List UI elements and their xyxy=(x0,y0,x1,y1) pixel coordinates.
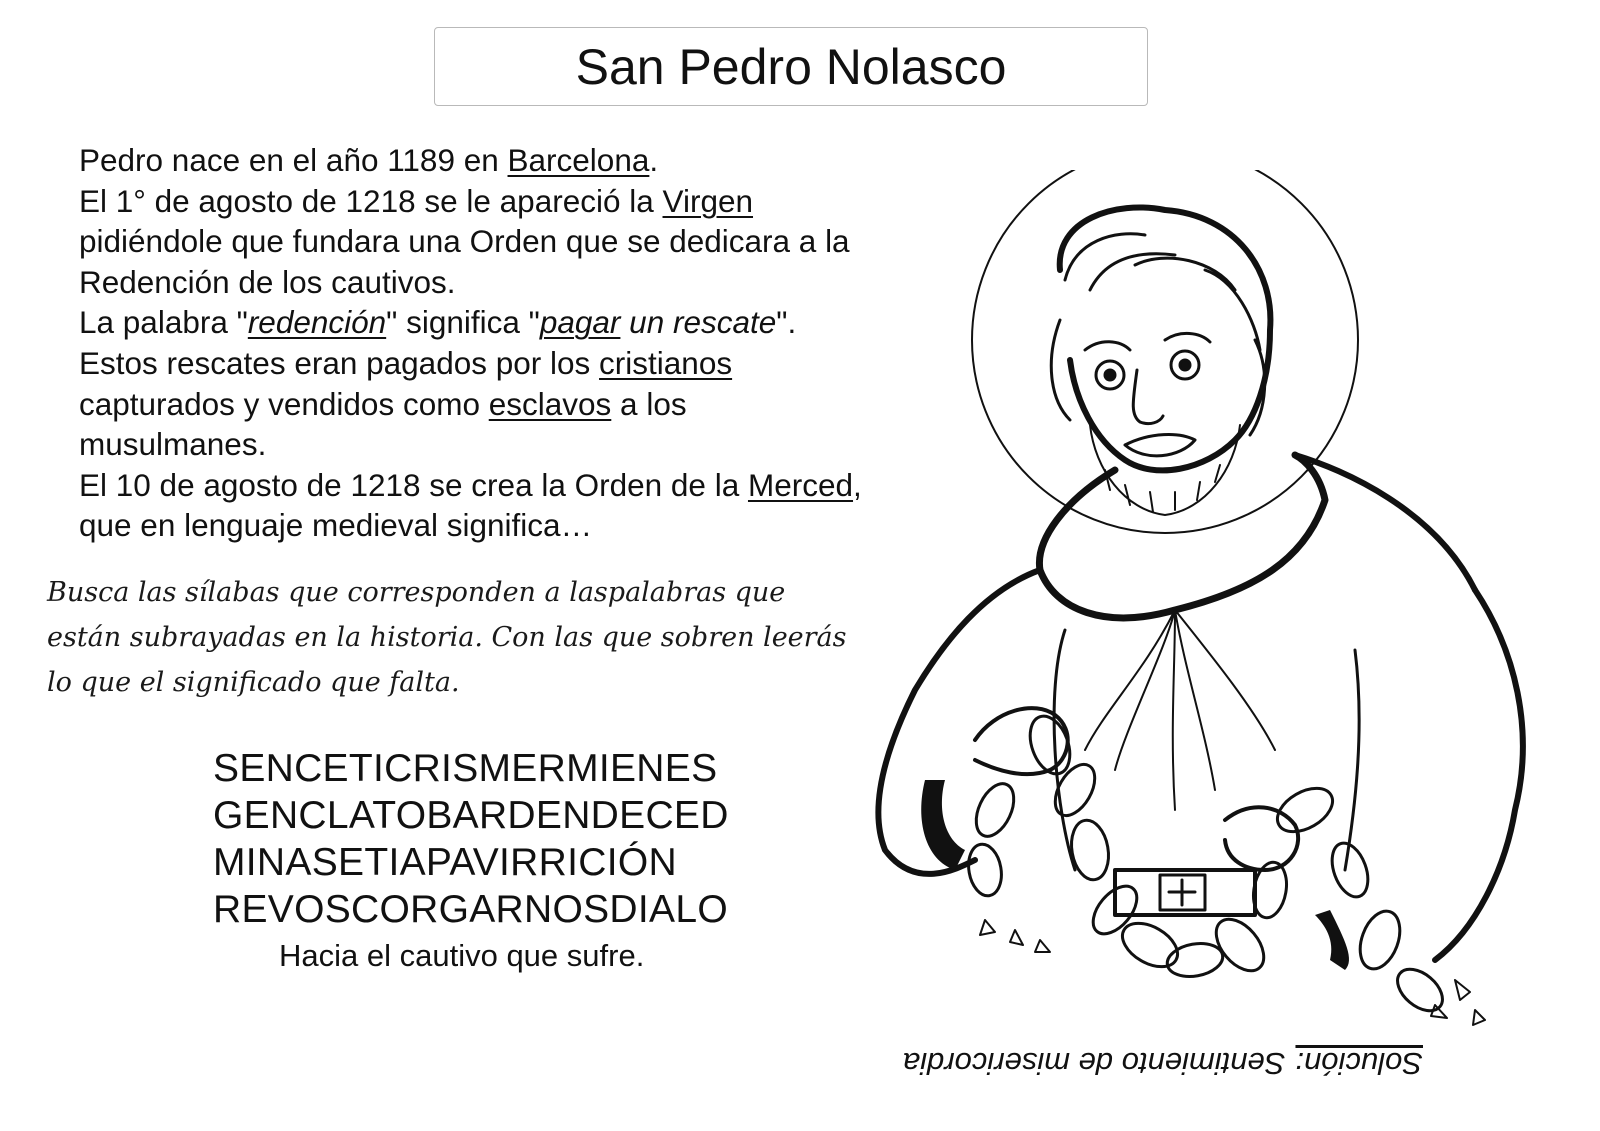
puzzle-row: GENCLATOBARDENDECED xyxy=(213,794,729,837)
story-line-3: pidiéndole que fundara una Orden que se dedicara a la xyxy=(79,223,850,260)
robe xyxy=(878,570,1040,874)
story-text-segment: El 1° de agosto de 1218 se le apareció la xyxy=(79,182,663,219)
story-line-7 xyxy=(79,384,1009,425)
story-text-segment: Pedro nace en el año 1189 en xyxy=(79,142,508,178)
story-text-segment: Estos rescates eran pagados por los xyxy=(79,344,600,381)
story-line-1 xyxy=(79,140,1009,181)
answer-text: Hacia el cautivo que sufre. xyxy=(279,938,645,973)
halo xyxy=(972,170,1358,533)
underlined-word-esclavos: esclavos xyxy=(488,385,612,422)
story-line-2 xyxy=(79,181,1009,222)
puzzle-row: MINASETIAPAVIRRICIÓN xyxy=(213,841,677,884)
instructions-line-1: Busca las sílabas que corresponden a laspalabras que xyxy=(47,577,786,608)
underlined-word-virgen: Virgen xyxy=(662,182,754,219)
puzzle-row: REVOSCORGARNOSDIALO xyxy=(213,888,728,931)
story-text-segment: un rescate xyxy=(620,304,777,341)
story-line-4: Redención de los cautivos. xyxy=(79,263,456,300)
page-title: San Pedro Nolasco xyxy=(575,38,1007,95)
story-text-segment: El 10 de agosto de 1218 se crea la Orden de la xyxy=(79,466,748,503)
instructions-line-2: están subrayadas en la historia. Con las que sobren leerás xyxy=(47,622,847,653)
hood xyxy=(1039,455,1325,618)
underlined-word-merced: Merced xyxy=(747,466,854,503)
title-box xyxy=(434,27,1148,106)
right-hand xyxy=(1225,807,1298,870)
story-line-9 xyxy=(79,465,1009,506)
story-text-segment: La palabra " xyxy=(79,304,248,341)
story-line-10: que en lenguaje medieval significa… xyxy=(79,507,593,544)
story-text-segment: a los xyxy=(611,385,687,422)
story-text-segment: . xyxy=(649,142,659,178)
underlined-word-redencion: redención xyxy=(247,304,387,341)
story-text-segment: capturados y vendidos como xyxy=(79,385,489,422)
puzzle-row: SENCETICRISMERMIENES xyxy=(213,747,718,790)
underlined-word-cristianos: cristianos xyxy=(599,344,733,381)
story-line-8: musulmanes. xyxy=(79,426,267,463)
solution-text: Sentimiento de misericordia xyxy=(902,1046,1286,1081)
instructions-line-3: lo que el significado que falta. xyxy=(47,667,460,698)
instructions xyxy=(47,570,927,705)
saint-peter-nolasco-illustration xyxy=(875,170,1600,1050)
story-line-5 xyxy=(79,302,1009,343)
story-text xyxy=(79,140,1009,546)
mouth xyxy=(1125,435,1195,456)
solution-label: Solución: xyxy=(1295,1046,1423,1081)
underlined-word-pagar: pagar xyxy=(539,304,621,341)
story-line-6 xyxy=(79,343,1009,384)
underlined-word-barcelona: Barcelona xyxy=(507,142,650,178)
story-text-segment: " significa " xyxy=(386,304,540,341)
story-text-segment: , xyxy=(853,466,862,503)
story-text-segment: ". xyxy=(776,304,797,341)
syllable-puzzle xyxy=(213,745,729,933)
